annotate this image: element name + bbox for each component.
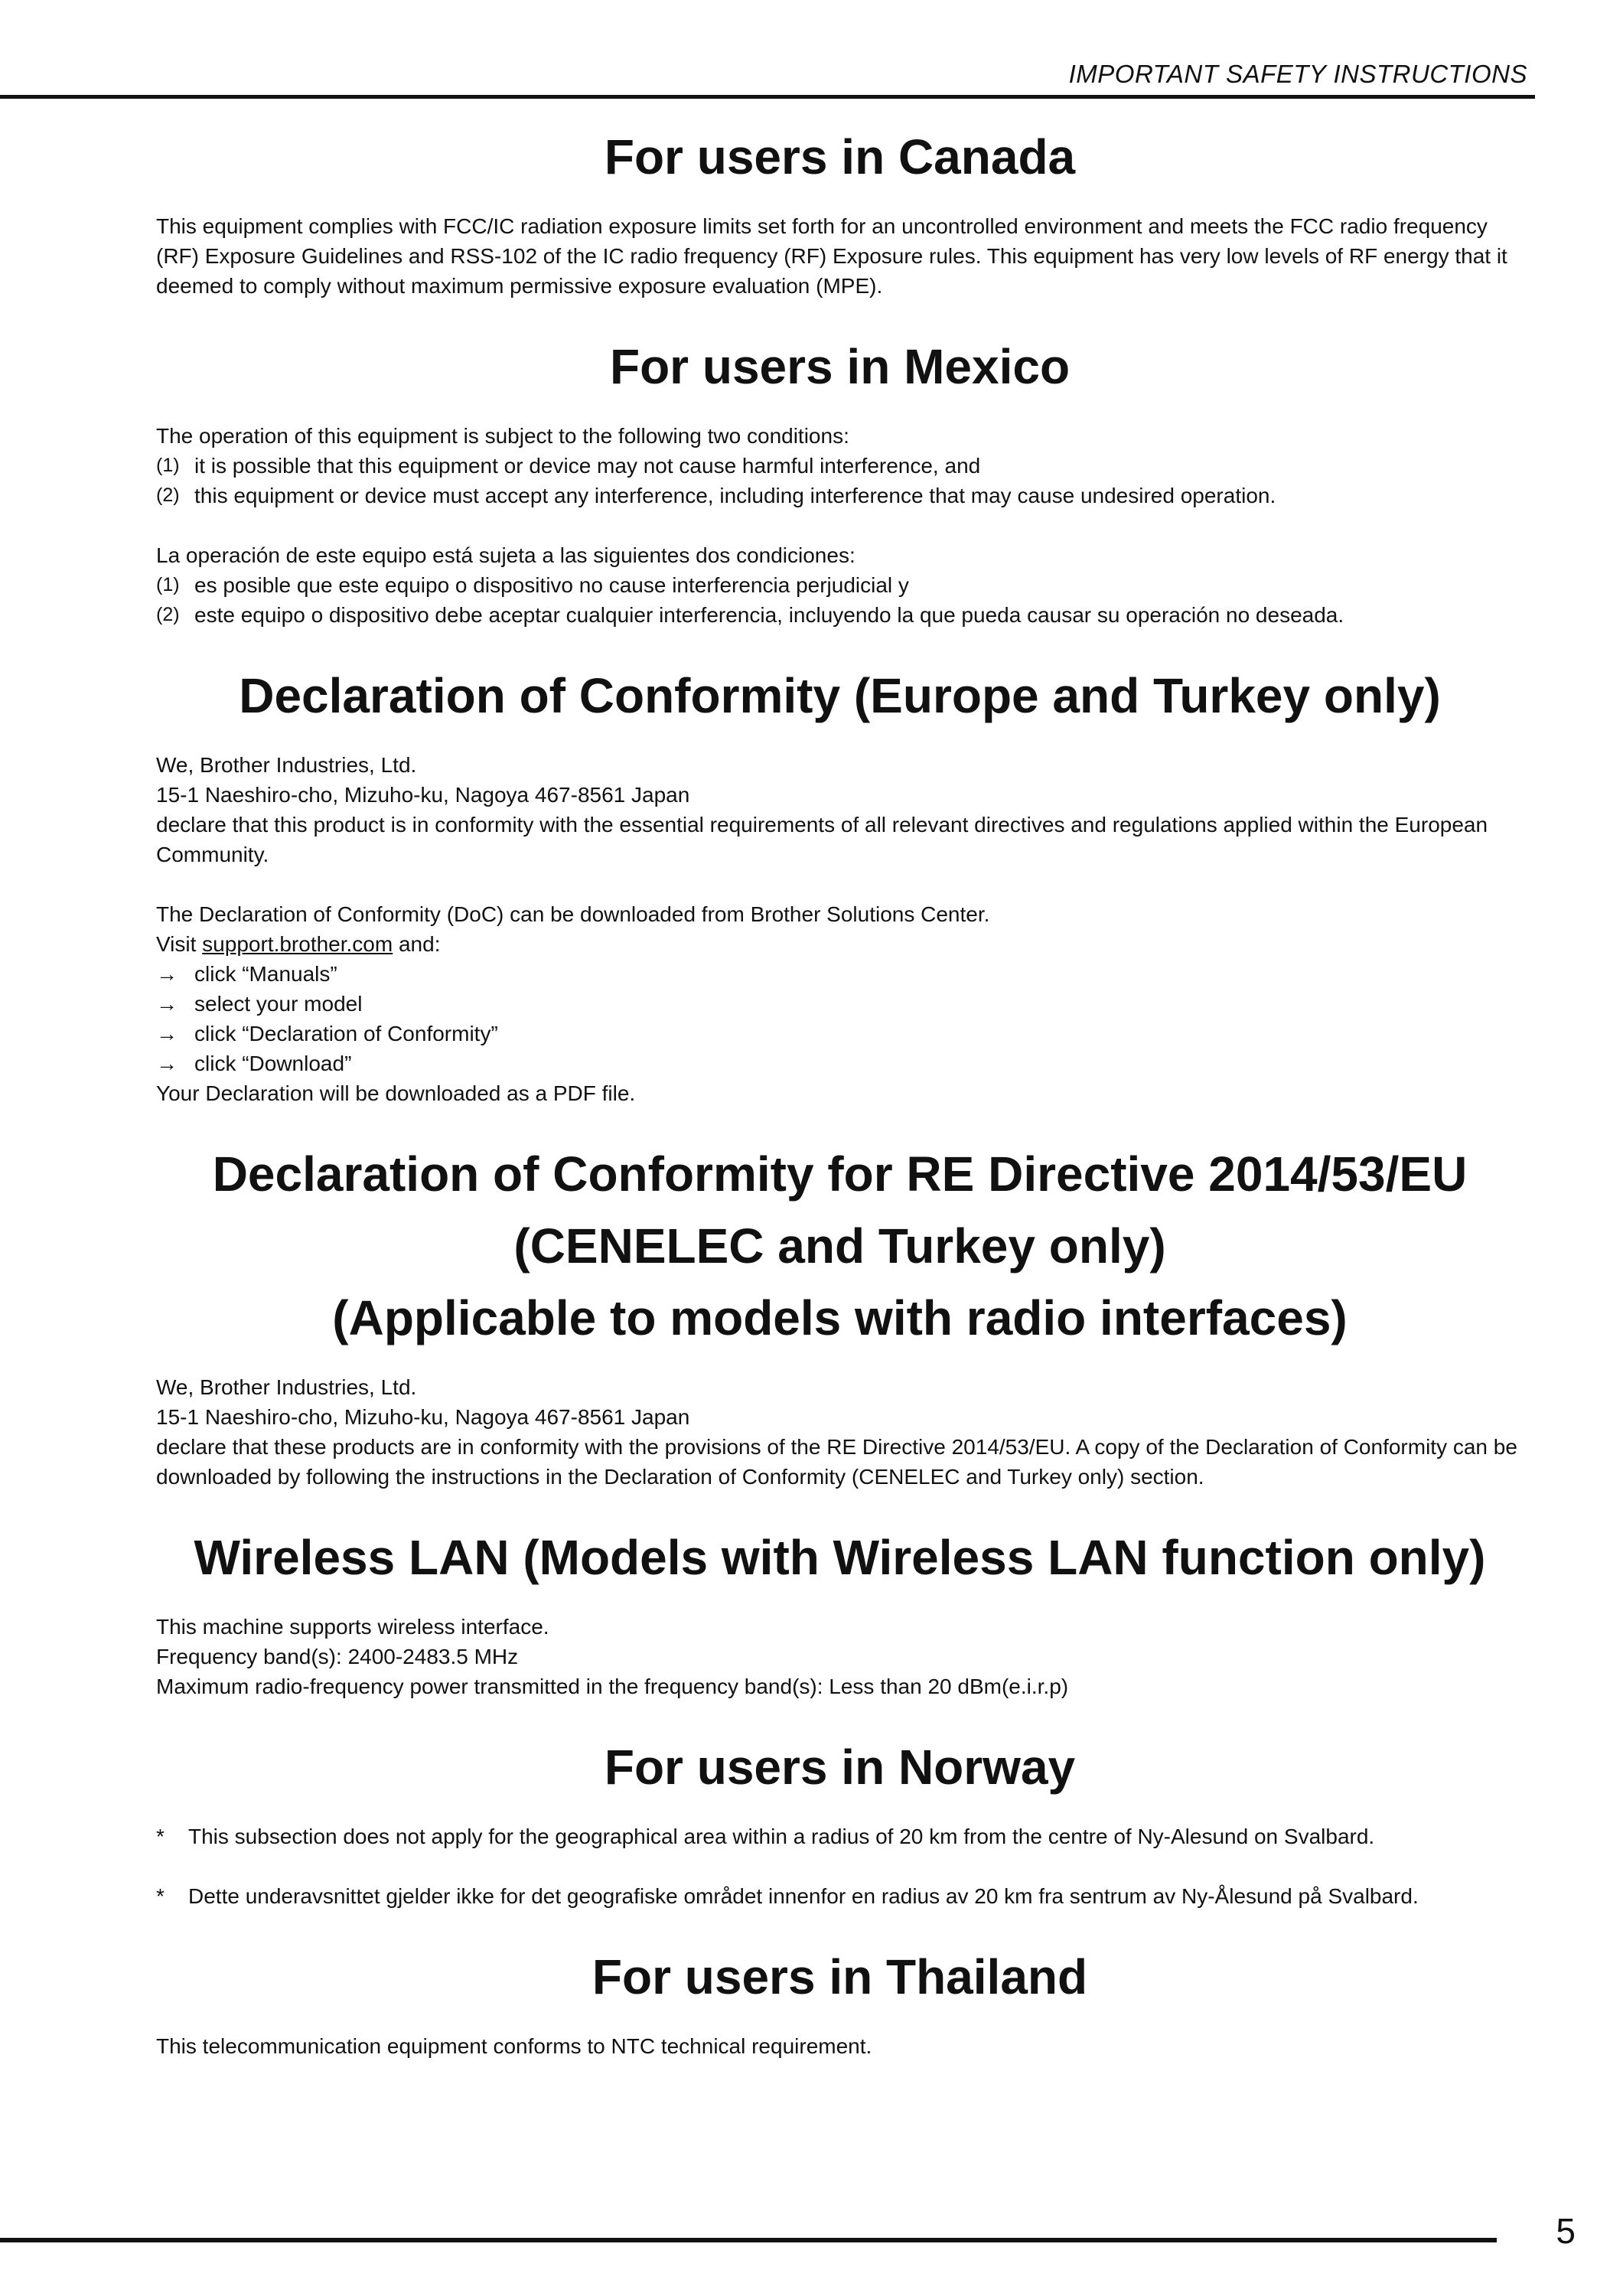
note-text: Dette underavsnittet gjelder ikke for det geografiske området innenfor en radius av 20 km fra sentrum av Ny-Ålesund på Svalbard.: [188, 1884, 1419, 1908]
heading-thailand: For users in Thailand: [592, 1949, 1088, 2004]
footer-rule: [0, 2238, 1497, 2242]
step-text: click “Declaration of Conformity”: [194, 1022, 498, 1045]
list-item: [156, 600, 1524, 630]
heading-doc-europe: Declaration of Conformity (Europe and Turkey only): [239, 668, 1441, 723]
arrow-right-icon: →: [156, 1052, 178, 1075]
list-item: [156, 1049, 1524, 1078]
asterisk-mark: *: [156, 1884, 165, 1908]
list-item: [156, 570, 1524, 600]
list-item: [156, 481, 1524, 510]
page-number: 5: [1556, 2211, 1576, 2251]
list-item: [156, 1821, 1524, 1851]
section-thailand: [156, 1941, 1524, 2061]
heading-doc-re-line2: (CENELEC and Turkey only): [513, 1218, 1166, 1274]
section-mexico: [156, 331, 1524, 630]
heading-mexico: For users in Mexico: [609, 339, 1071, 394]
wlan-line1: This machine supports wireless interface.: [156, 1615, 549, 1639]
step-text: click “Manuals”: [194, 962, 337, 986]
step-text: select your model: [194, 992, 363, 1016]
running-header: IMPORTANT SAFETY INSTRUCTIONS: [1068, 60, 1527, 88]
item-text: it is possible that this equipment or device may not cause harmful interference, and: [194, 454, 981, 478]
closing-text: Your Declaration will be downloaded as a PDF file.: [156, 1081, 636, 1105]
item-text: es posible que este equipo o dispositivo no cause interferencia perjudicial y: [194, 573, 909, 597]
item-text: this equipment or device must accept any interference, including interference that may cause undesired operation.: [194, 484, 1276, 507]
arrow-right-icon: →: [156, 962, 178, 986]
canada-text: This equipment complies with FCC/IC radiation exposure limits set forth for an uncontrolled environment and meets the FCC radio frequency (RF) Exposure Guidelines and RSS-102 of the IC radio frequency (RF) Exposure rules. This equipment has very low levels of RF energy that it deemed to comply without maximum permissive exposure evaluation (MPE).: [156, 214, 1507, 298]
section-canada: [156, 121, 1524, 301]
list-item: [156, 1881, 1524, 1911]
wlan-line3: Maximum radio-frequency power transmitted in the frequency band(s): Less than 20 dBm(e.i.r.p): [156, 1675, 1069, 1698]
item-number: (2): [156, 484, 180, 506]
list-item: [156, 451, 1524, 481]
note-text: This subsection does not apply for the geographical area within a radius of 20 km from the centre of Ny-Alesund on Svalbard.: [188, 1825, 1375, 1848]
declaration-text: declare that this product is in conformity with the essential requirements of all relevant directives and regulations applied within the European Community.: [156, 813, 1488, 866]
visit-suffix: and:: [393, 932, 441, 956]
section-doc-re: [156, 1138, 1524, 1492]
section-norway: [156, 1731, 1524, 1911]
download-intro: The Declaration of Conformity (DoC) can be downloaded from Brother Solutions Center.: [156, 902, 990, 926]
wlan-line2: Frequency band(s): 2400-2483.5 MHz: [156, 1645, 519, 1668]
company-name: We, Brother Industries, Ltd.: [156, 1375, 417, 1399]
declaration-text: declare that these products are in conformity with the provisions of the RE Directive 2014/53/EU. A copy of the Declaration of Conformity can be downloaded by following the instructions in the Declaration of Conformity (CENELEC and Turkey only) section.: [156, 1435, 1517, 1489]
item-text: este equipo o dispositivo debe aceptar cualquier interferencia, incluyendo la que pueda causar su operación no deseada.: [194, 603, 1344, 627]
visit-prefix: Visit: [156, 932, 203, 956]
heading-doc-re-line3: (Applicable to models with radio interfaces): [332, 1290, 1348, 1345]
company-address: 15-1 Naeshiro-cho, Mizuho-ku, Nagoya 467-8561 Japan: [156, 783, 690, 807]
arrow-right-icon: →: [156, 1022, 178, 1045]
company-address: 15-1 Naeshiro-cho, Mizuho-ku, Nagoya 467-8561 Japan: [156, 1405, 690, 1429]
step-text: click “Download”: [194, 1052, 352, 1075]
arrow-right-icon: →: [156, 992, 178, 1016]
heading-norway: For users in Norway: [604, 1740, 1076, 1795]
item-number: (2): [156, 604, 180, 625]
item-number: (1): [156, 455, 180, 476]
page-content: [156, 121, 1524, 2061]
visit-line: [156, 929, 1524, 959]
section-doc-europe: [156, 660, 1524, 1108]
thailand-text: This telecommunication equipment conforms to NTC technical requirement.: [156, 2034, 872, 2058]
heading-doc-re-line1: Declaration of Conformity for RE Directive 2014/53/EU: [212, 1146, 1468, 1202]
list-item: [156, 989, 1524, 1019]
section-wlan: [156, 1521, 1524, 1701]
asterisk-mark: *: [156, 1825, 165, 1848]
heading-wlan: Wireless LAN (Models with Wireless LAN function only): [194, 1530, 1486, 1585]
support-link[interactable]: support.brother.com: [202, 932, 393, 956]
header-rule: [0, 95, 1535, 99]
mexico-intro-es: La operación de este equipo está sujeta a las siguientes dos condiciones:: [156, 543, 855, 567]
list-item: [156, 959, 1524, 989]
item-number: (1): [156, 574, 180, 595]
mexico-intro-en: The operation of this equipment is subject to the following two conditions:: [156, 424, 849, 448]
company-name: We, Brother Industries, Ltd.: [156, 753, 417, 777]
heading-canada: For users in Canada: [604, 129, 1076, 184]
list-item: [156, 1019, 1524, 1049]
